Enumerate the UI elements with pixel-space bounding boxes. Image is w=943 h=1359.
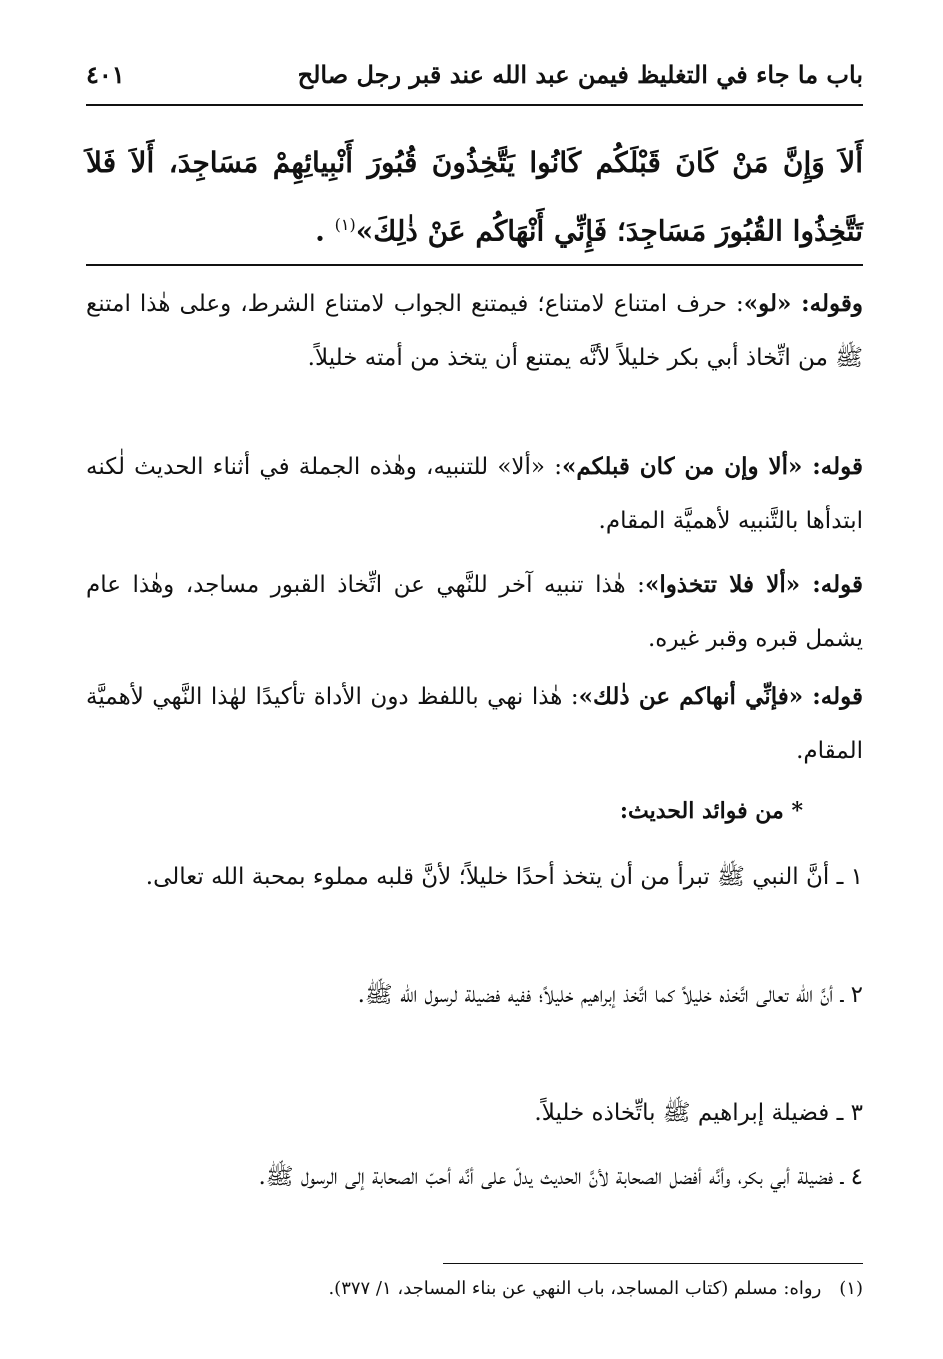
commentary-label: قوله: «فإنِّي أنهاكم عن ذٰلك» bbox=[578, 683, 863, 710]
chapter-title: باب ما جاء في التغليظ فيمن عبد الله عند قبر رجل صالح bbox=[297, 60, 863, 89]
commentary-paragraph bbox=[86, 440, 863, 548]
hadith-divider bbox=[86, 264, 863, 266]
benefit-item: ١ ـ أنَّ النبي ﷺ تبرأ من أن يتخذ أحدًا خليلاً؛ لأنَّ قلبه مملوء بمحبة الله تعالى. bbox=[145, 864, 863, 890]
book-page bbox=[86, 40, 863, 1340]
footnote-number: (١) bbox=[839, 1278, 863, 1299]
benefits-heading: * من فوائد الحديث: bbox=[619, 798, 803, 824]
footnote-ref: (١) bbox=[334, 215, 356, 234]
running-header bbox=[86, 60, 863, 100]
commentary-text: : هٰذا نهي باللفظ دون الأداة تأكيدًا لهٰذا النَّهي لأهميَّة المقام. bbox=[86, 684, 863, 764]
benefit-item: ٢ ـ أنَّ الله تعالى اتَّخذه خليلاً كما اتَّخذ إبراهيم خليلاً؛ ففيه فضيلة لرسول الله ﷺ. bbox=[357, 982, 863, 1008]
page-number: ٤٠١ bbox=[86, 60, 125, 89]
benefit-item: ٤ ـ فضيلة أبي بكر، وأنَّه أفضل الصحابة لأنَّ الحديث يدلّ على أنَّه أحبّ الصحابة إلى الرسول ﷺ. bbox=[258, 1164, 863, 1190]
commentary-paragraph bbox=[86, 277, 863, 385]
commentary-text: : حرف امتناع لامتناع؛ فيمتنع الجواب لامتناع الشرط، وعلى هٰذا امتنع ﷺ من اتِّخاذ أبي بكر خليلاً لأنَّه يمتنع أن يتخذ من أمته خليلاً. bbox=[86, 291, 863, 371]
footnote-text: رواه: مسلم (كتاب المساجد، باب النهي عن بناء المساجد، ١/ ٣٧٧). bbox=[328, 1278, 822, 1299]
commentary-label: قوله: «ألا وإن من كان قبلكم» bbox=[561, 453, 863, 480]
commentary-label: قوله: «ألا فلا تتخذوا» bbox=[644, 571, 863, 598]
hadith-end: . bbox=[315, 214, 335, 248]
commentary-label: وقوله: «لو» bbox=[743, 290, 863, 317]
hadith-body: أَلاَ وَإِنَّ مَنْ كَانَ قَبْلَكُم كَانُوا يَتَّخِذُونَ قُبُورَ أَنْبِيائِهِمْ مَسَاجِدَ، أَلاَ فَلاَ تَتَّخِذُوا القُبُورَ مَسَاجِدَ؛ فَإِنِّي أَنْهَاكُم عَنْ ذٰلِكَ» bbox=[86, 146, 863, 248]
commentary-paragraph bbox=[86, 670, 863, 778]
header-divider bbox=[86, 104, 863, 106]
commentary-text: : هٰذا تنبيه آخر للنَّهي عن اتِّخاذ القبور مساجد، وهٰذا عام يشمل قبره وقبر غيره. bbox=[86, 572, 863, 652]
commentary-paragraph bbox=[86, 558, 863, 666]
hadith-text bbox=[86, 132, 863, 262]
footnote bbox=[86, 1278, 863, 1299]
benefit-item: ٣ ـ فضيلة إبراهيم ﷺ باتِّخاذه خليلاً. bbox=[534, 1100, 863, 1126]
footnote-divider bbox=[443, 1263, 863, 1264]
commentary-text: : «ألا» للتنبيه، وهٰذه الجملة في أثناء الحديث لٰكنه ابتدأها بالتَّنبيه لأهميَّة المقام. bbox=[86, 454, 863, 534]
